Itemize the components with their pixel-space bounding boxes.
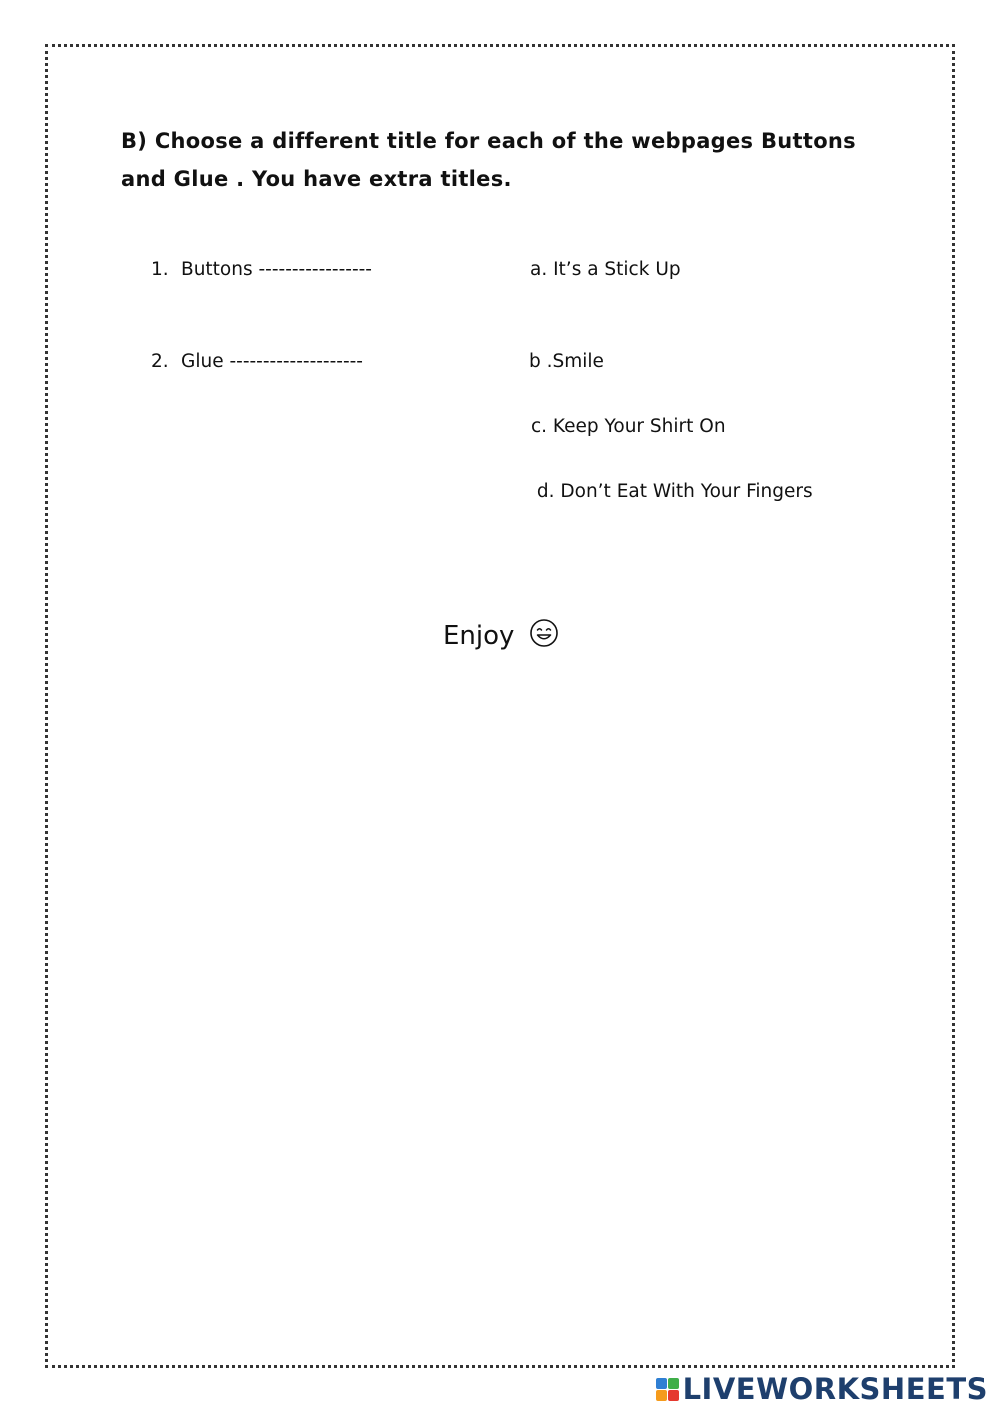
question-number: 1.	[151, 259, 169, 280]
question-number: 2.	[151, 351, 169, 372]
logo-mark-icon	[656, 1378, 679, 1401]
closing-message	[443, 618, 559, 655]
option-c: c. Keep Your Shirt On	[531, 416, 726, 437]
question-1	[151, 259, 372, 280]
option-d: d. Don’t Eat With Your Fingers	[531, 481, 813, 502]
logo-text: LIVEWORKSHEETS	[682, 1372, 988, 1406]
question-2	[151, 351, 363, 372]
question-text: Glue --------------------	[181, 351, 363, 372]
question-text: Buttons -----------------	[181, 259, 372, 280]
liveworksheets-logo	[656, 1372, 988, 1406]
smiley-face-icon	[529, 618, 559, 655]
exercise-instruction: B) Choose a different title for each of the webpages Buttons and Glue . You have extra titles.	[121, 129, 856, 191]
option-a: a. It’s a Stick Up	[530, 259, 681, 280]
page-dotted-border	[45, 44, 955, 1368]
option-b: b .Smile	[529, 351, 604, 372]
closing-text: Enjoy	[443, 621, 515, 651]
